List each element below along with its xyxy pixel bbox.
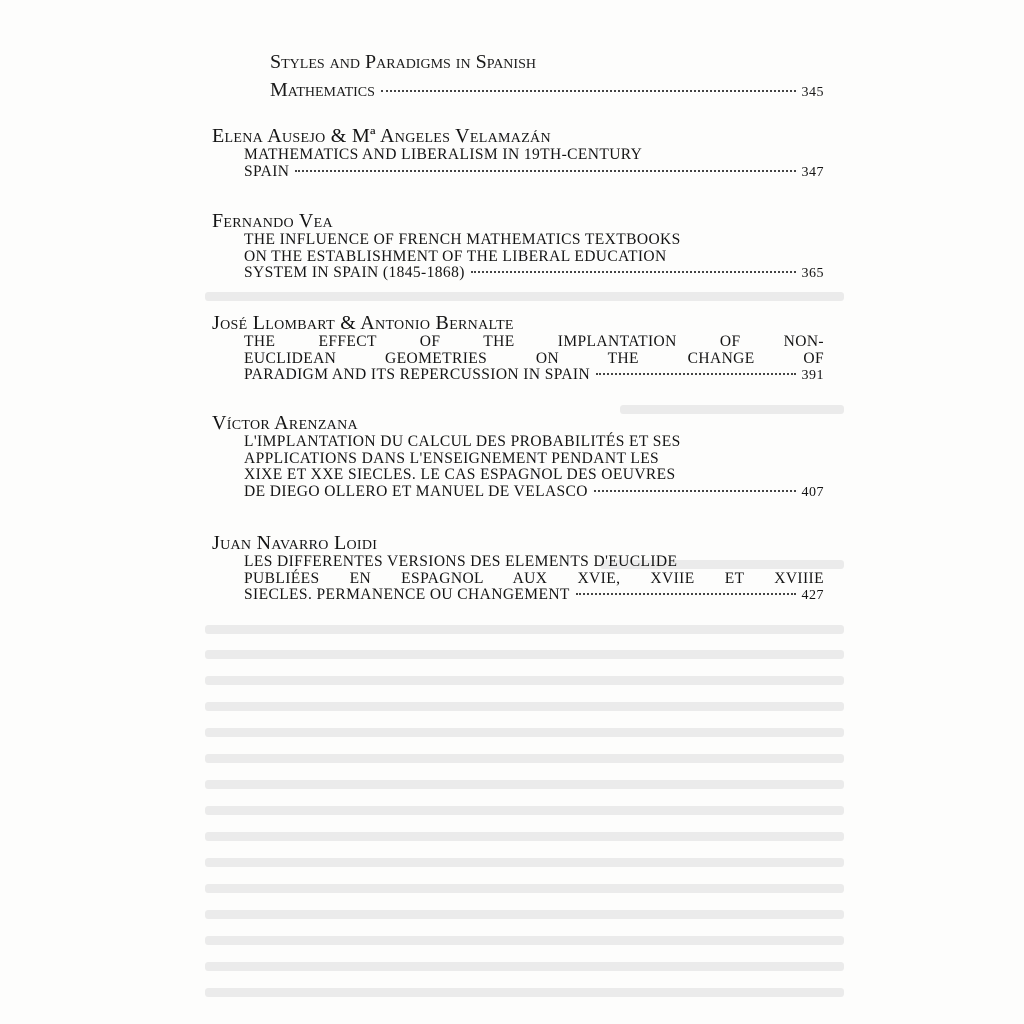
bleed-through-line	[205, 858, 844, 867]
page-number: 427	[801, 588, 824, 603]
page-number: 347	[801, 164, 824, 180]
title-line: THE INFLUENCE OF FRENCH MATHEMATICS TEXTBOOKS	[244, 231, 681, 248]
entry-title	[244, 147, 824, 181]
dot-leader	[381, 90, 796, 92]
bleed-through-line	[205, 910, 844, 919]
title-line: Styles and Paradigms in Spanish	[270, 51, 536, 73]
title-last-line	[244, 484, 824, 502]
title-last-line	[244, 164, 824, 182]
title-line: EUCLIDEAN GEOMETRIES ON THE CHANGE OF	[244, 349, 824, 367]
title-line: LES DIFFERENTES VERSIONS DES ELEMENTS D'EUCLIDE	[244, 553, 678, 570]
title-line: THE EFFECT OF THE IMPLANTATION OF NON-	[244, 333, 824, 350]
bleed-through-line	[205, 728, 844, 737]
entry-title	[244, 554, 824, 605]
bleed-through-line	[205, 936, 844, 945]
bleed-through-line	[205, 754, 844, 763]
bleed-through-line	[205, 780, 844, 789]
bleed-through-line	[205, 962, 844, 971]
dot-leader	[295, 170, 795, 172]
title-line: APPLICATIONS DANS L'ENSEIGNEMENT PENDANT LES	[244, 449, 660, 467]
title-last-line	[244, 367, 824, 385]
toc-entry	[212, 48, 824, 107]
entry-author: Elena Ausejo & Mª Angeles Velamazán	[212, 125, 551, 147]
title-line: DE DIEGO OLLERO ET MANUEL DE VELASCO	[244, 482, 588, 500]
bleed-through-line	[205, 676, 844, 685]
title-line: Mathematics	[270, 79, 375, 101]
toc-entry	[212, 532, 824, 605]
title-line: ON THE ESTABLISHMENT OF THE LIBERAL EDUCATION	[244, 247, 667, 265]
page-number: 345	[801, 85, 824, 100]
toc-entry	[212, 125, 824, 181]
title-line: SYSTEM IN SPAIN (1845-1868)	[244, 264, 465, 281]
entry-title	[244, 434, 824, 501]
bleed-through-line	[205, 884, 844, 893]
title-line: PARADIGM AND ITS REPERCUSSION IN SPAIN	[244, 366, 591, 383]
entry-author: Juan Navarro Loidi	[212, 532, 378, 554]
entry-title	[270, 48, 824, 107]
entry-title	[244, 334, 824, 385]
bleed-through-line	[205, 625, 844, 634]
toc-entry	[212, 312, 824, 385]
page-number: 365	[801, 266, 824, 281]
entry-title	[244, 232, 824, 283]
title-last-line	[244, 265, 824, 283]
dot-leader	[594, 490, 796, 492]
dot-leader	[576, 593, 796, 595]
title-line: PUBLIÉES EN ESPAGNOL AUX XVIE, XVIIE ET XVIIIE	[244, 569, 824, 587]
bleed-through-line	[205, 806, 844, 815]
bleed-through-line	[205, 702, 844, 711]
title-last-line	[270, 76, 824, 107]
toc-entry	[212, 210, 824, 283]
entry-author: Víctor Arenzana	[212, 412, 358, 434]
page-number: 407	[801, 484, 824, 500]
title-line: XIXE ET XXE SIECLES. LE CAS ESPAGNOL DES OEUVRES	[244, 466, 676, 483]
title-line: L'IMPLANTATION DU CALCUL DES PROBABILITÉS ET SES	[244, 433, 681, 450]
bleed-through-line	[205, 650, 844, 659]
toc-entry	[212, 412, 824, 501]
bleed-through-line	[205, 832, 844, 841]
title-line: MATHEMATICS AND LIBERALISM IN 19TH-CENTURY	[244, 146, 643, 163]
bleed-through-line	[205, 988, 844, 997]
title-last-line	[244, 587, 824, 605]
bleed-through-line	[205, 292, 844, 301]
entry-author: José Llombart & Antonio Bernalte	[212, 312, 514, 334]
dot-leader	[596, 373, 795, 375]
entry-author: Fernando Vea	[212, 210, 333, 232]
title-line: SPAIN	[244, 162, 290, 180]
dot-leader	[471, 271, 796, 273]
title-line: SIECLES. PERMANENCE OU CHANGEMENT	[244, 586, 570, 603]
page-number: 391	[801, 368, 824, 383]
